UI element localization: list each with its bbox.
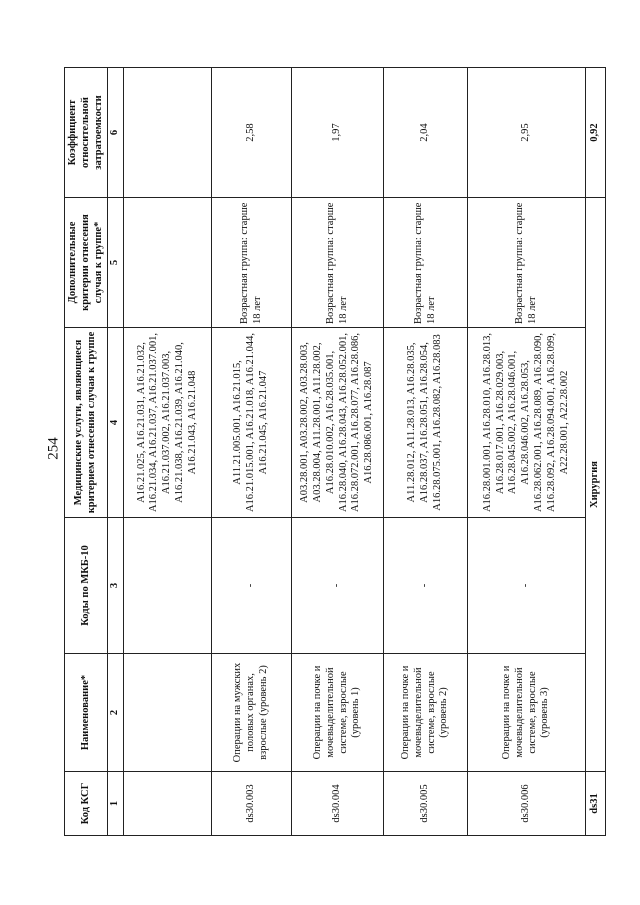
- column-number: 6: [108, 68, 124, 198]
- cell-coef: 2,04: [384, 68, 468, 198]
- cell-services: A16.28.001.001, A16.28.010, A16.28.013, A16.28.017.001, A16.28.029.003, A16.28.045.002, A16.28.046.001, A16.28.046.002, A16.28.053, A16.28.062.001, A16.28.089, A16.28.090, A16.28.092, A16.28.094.001, A16.28.099, A22.28.001, A22.28.002: [468, 328, 586, 518]
- cell-criteria: [124, 198, 212, 328]
- cell-coef: [124, 68, 212, 198]
- cell-coef: 2,95: [468, 68, 586, 198]
- cell-code: ds30.005: [384, 772, 468, 836]
- column-number: 4: [108, 328, 124, 518]
- cell-name: Операции на почке и мочевыделительной системе, взрослые (уровень 1): [292, 654, 384, 772]
- section-title: Хирургия: [586, 198, 606, 772]
- ksg-table: [64, 67, 606, 836]
- table-row: [292, 68, 384, 836]
- cell-criteria: Возрастная группа: старше 18 лет: [384, 198, 468, 328]
- header-icd: Коды по МКБ-10: [65, 518, 108, 654]
- column-number: 5: [108, 198, 124, 328]
- column-number-row: [108, 68, 124, 836]
- header-name: Наименование*: [65, 654, 108, 772]
- column-number: 2: [108, 654, 124, 772]
- cell-services: A16.21.025, A16.21.031, A16.21.032, A16.21.034, A16.21.037, A16.21.037.001, A16.21.037.002, A16.21.037.003, A16.21.038, A16.21.039, A16.21.040, A16.21.043, A16.21.048: [124, 328, 212, 518]
- cell-icd: [124, 518, 212, 654]
- cell-code: ds30.004: [292, 772, 384, 836]
- column-number: 3: [108, 518, 124, 654]
- cell-code: [124, 772, 212, 836]
- cell-services: A03.28.001, A03.28.002, A03.28.003, A03.28.004, A11.28.001, A11.28.002, A16.28.010.002, A16.28.035.001, A16.28.040, A16.28.043, A16.28.052.001, A16.28.072.001, A16.28.077, A16.28.086, A16.28.086.001, A16.28.087: [292, 328, 384, 518]
- table-row: [384, 68, 468, 836]
- cell-criteria: Возрастная группа: старше 18 лет: [468, 198, 586, 328]
- page-number: 254: [45, 437, 62, 460]
- header-criteria: Дополнительные критерии отнесения случая к группе*: [65, 198, 108, 328]
- cell-code: ds30.003: [212, 772, 292, 836]
- cell-icd: -: [468, 518, 586, 654]
- cell-icd: -: [212, 518, 292, 654]
- header-code: Код КСГ: [65, 772, 108, 836]
- header-row: [65, 68, 108, 836]
- table-row: [468, 68, 586, 836]
- header-services: Медицинские услуги, являющиеся критерием отнесения случая к группе: [65, 328, 108, 518]
- table-row: [212, 68, 292, 836]
- cell-criteria: Возрастная группа: старше 18 лет: [292, 198, 384, 328]
- cell-name: Операции на почке и мочевыделительной системе, взрослые (уровень 2): [384, 654, 468, 772]
- cell-name: [124, 654, 212, 772]
- cell-coef: 1,97: [292, 68, 384, 198]
- section-row: [586, 68, 606, 836]
- cell-name: Операции на мужских половых органах, взрослые (уровень 2): [212, 654, 292, 772]
- cell-criteria: Возрастная группа: старше 18 лет: [212, 198, 292, 328]
- cell-code: ds30.006: [468, 772, 586, 836]
- cell-coef: 2,58: [212, 68, 292, 198]
- table-row: [124, 68, 212, 836]
- section-coef: 0,92: [586, 68, 606, 198]
- cell-services: A11.21.005.001, A16.21.015, A16.21.015.001, A16.21.018, A16.21.044, A16.21.045, A16.21.047: [212, 328, 292, 518]
- cell-icd: -: [384, 518, 468, 654]
- cell-name: Операции на почке и мочевыделительной системе, взрослые (уровень 3): [468, 654, 586, 772]
- section-code: ds31: [586, 772, 606, 836]
- cell-icd: -: [292, 518, 384, 654]
- column-number: 1: [108, 772, 124, 836]
- cell-services: A11.28.012, A11.28.013, A16.28.035, A16.28.037, A16.28.051, A16.28.054, A16.28.075.001, A16.28.082, A16.28.083: [384, 328, 468, 518]
- header-coef: Коэффициент относительной затратоемкости: [65, 68, 108, 198]
- rotated-table-container: [64, 68, 601, 836]
